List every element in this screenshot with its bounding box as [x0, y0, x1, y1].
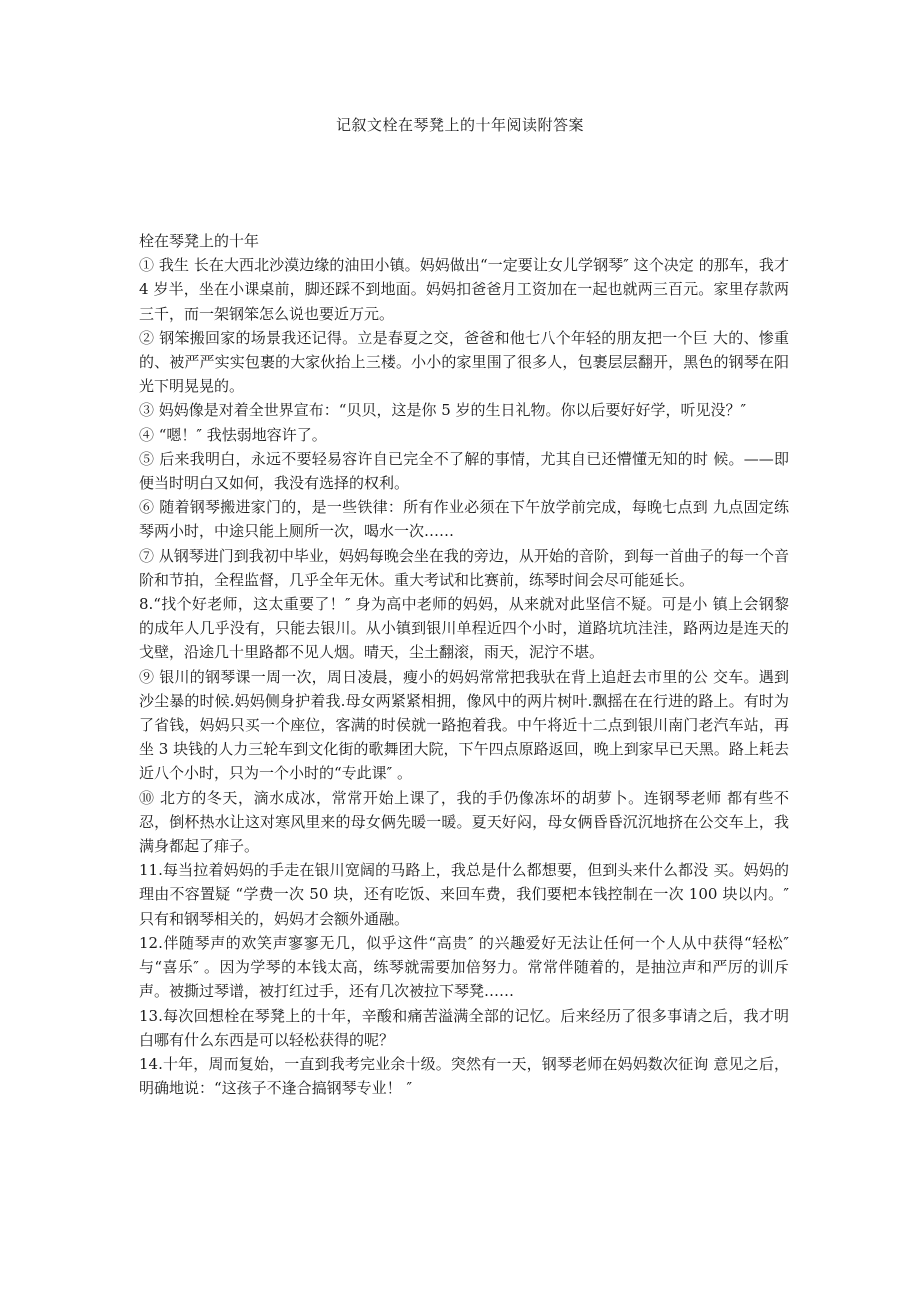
paragraph-8: 8.“找个好老师，这太重要了！″ 身为高中老师的妈妈，从来就对此坚信不疑。可是小 镇上会钢黎的成年人几乎没有，只能去银川。从小镇到银川单程近四个小时，道路坑坑洼洼，路两边是连天的戈壁，沿途几十里路都不见人烟。晴天，尘土翻滚，雨天，泥泞不堪。	[139, 595, 789, 662]
paragraph-2: ② 钢笨搬回家的场景我还记得。立是春夏之交，爸爸和他七八个年轻的朋友把一个巨 大的、惨重的、被严严实实包裹的大家伙抬上三楼。小小的家里围了很多人，包裹层层翻开，黑色的钢琴在阳光下明晃晃的。	[139, 328, 789, 396]
paragraph-1: ① 我生 长在大西北沙漠边缘的油田小镇。妈妈做出“一定要让女儿学钢琴″ 这个决定 的那车，我才 4 岁半，坐在小课桌前，脚还踩不到地面。妈妈扣爸爸月工资加在一起也就两三百元。家里存款两三千，而一架钢笨怎么说也要近万元。	[139, 256, 789, 323]
article-title: 栓在琴凳上的十年	[139, 232, 260, 250]
paragraph-5: ⑤ 后来我明白，永远不要轻易容许自已完全不了解的事情，尤其自已还懵懂无知的时 候。——即便当时明白又如何，我没有选择的权利。	[139, 449, 789, 493]
paragraph-9: ⑨ 银川的钢琴课一周一次，周日凌晨，瘦小的妈妈常常把我驮在背上追赶去市里的公 交车。遇到沙尘暴的时候.妈妈侧身护着我.母女两紧紧相拥，像风中的两片树叶.飘摇在在行进的路上。有时为了省钱，妈妈只买一个座位，客满的时侯就一路抱着我。中午将近十二点到银川南门老汽车站，再坐 3 块钱的人力三轮车到文化街的歌舞团大院，下午四点原路返回，晚上到家早已天黑。路上耗去近八个小时，只为一个小时的“专此课″ 。	[139, 667, 789, 783]
paragraph-13: 13.每次回想栓在琴凳上的十年，辛酸和痛苦溢满全部的记忆。后来经历了很多事请之后，我才明白哪有什么东西是可以轻松获得的呢？	[139, 1006, 789, 1049]
document-title: 记叙文栓在琴凳上的十年阅读附答案	[335, 116, 584, 134]
paragraph-4: ④ “嗯！″ 我怯弱地容许了。	[139, 425, 327, 444]
paragraph-7: ⑦ 从钢琴进门到我初中毕业，妈妈每晚会坐在我的旁边，从开始的音阶，到每一首曲子的每一个音阶和节拍，全程监督，几乎全年无休。重大考试和比赛前，练琴时间会尽可能延长。	[139, 546, 789, 589]
paragraph-3: ③ 妈妈像是对着全世界宣布：“贝贝，这是你 5 岁的生日礼物。你以后要好好学，听见没？″	[139, 401, 747, 420]
paragraph-14: 14.十年，周而复始，一直到我考完业余十级。突然有一天，钢琴老师在妈妈数次征询 意见之后，明确地说：“这孩子不逢合搞钢琴专业！ ″	[139, 1054, 789, 1098]
paragraph-6: ⑥ 随着钢琴搬进家门的，是一些铁律：所有作业必须在下午放学前完成，每晚七点到 九点固定练琴两小时，中途只能上厕所一次，喝水一次……	[139, 498, 789, 541]
paragraph-10: ⑩ 北方的冬天，滴水成冰，常常开始上课了，我的手仍像冻坏的胡萝卜。连钢琴老师 都有些不忍，倒杯热水让这对寒风里来的母女俩先暖一暖。夏天好闷，母女俩昏昏沉沉地挤在公交车上，我满身都起了痱子。	[139, 788, 789, 856]
paragraph-12: 12.伴随琴声的欢笑声寥寥无几，似乎这件“高贵″ 的兴趣爱好无法让任何一个人从中获得“轻松″ 与“喜乐″ 。因为学琴的本钱太高，练琴就需要加倍努力。常常伴随着的，是抽泣声和严厉的训斥声。被撕过琴谱，被打红过手，还有几次被拉下琴凳……	[139, 933, 789, 1001]
article-body	[139, 229, 789, 1100]
paragraph-11: 11.每当拉着妈妈的手走在银川宽阔的马路上，我总是什么都想要，但到头来什么都没 买。妈妈的理由不容置疑 “学费一次 50 块，还有吃饭、来回车费，我们要杷本钱控制在一次 100 块以内。″ 只有和钢琴相关的，妈妈才会额外通融。	[139, 861, 789, 928]
